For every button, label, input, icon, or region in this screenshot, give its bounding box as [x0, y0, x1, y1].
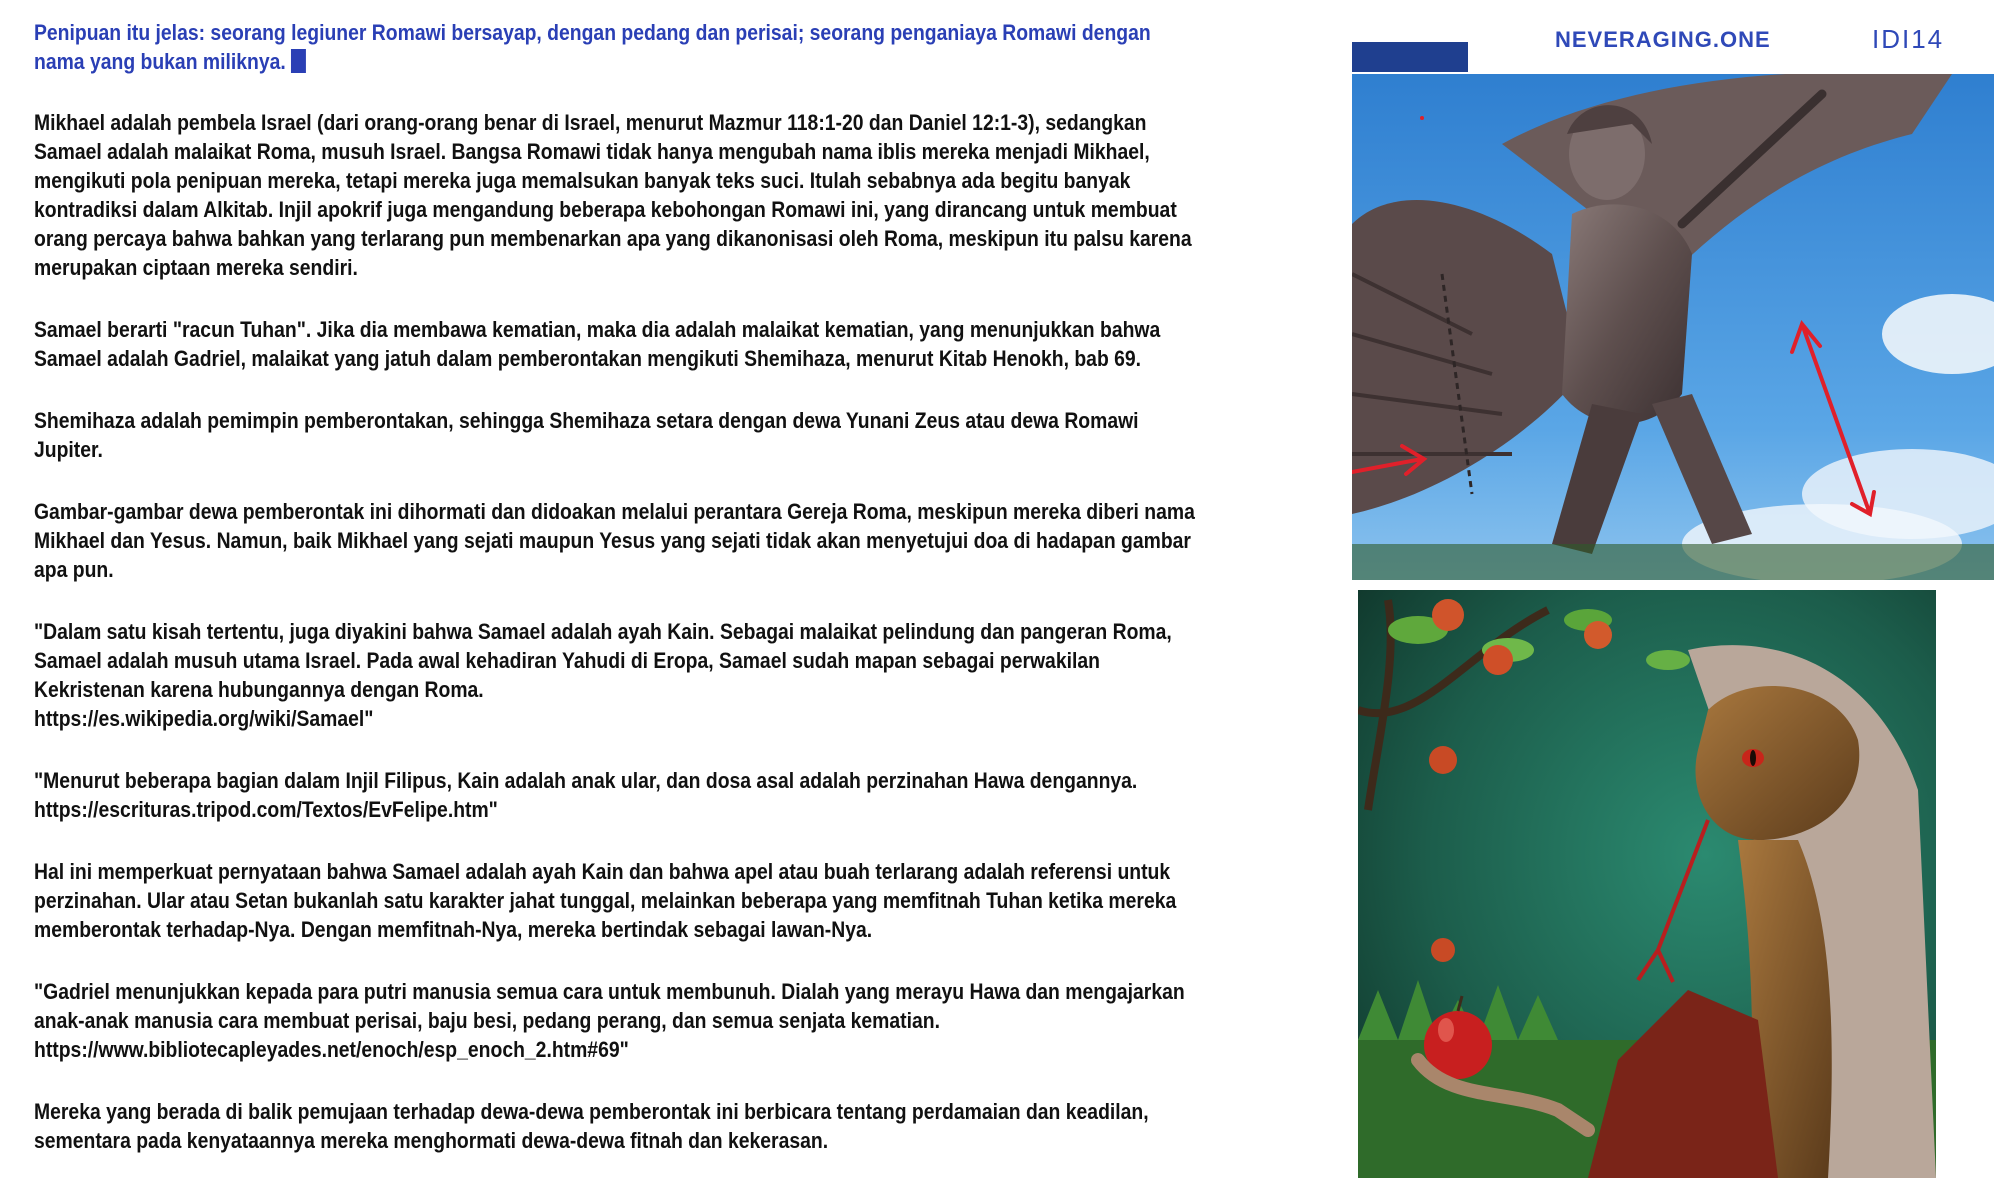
- paragraph-line: mengikuti pola penipuan mereka, tetapi mereka juga memalsukan banyak teks suci. Itulah sebabnya ada begitu banyak: [34, 168, 1131, 193]
- text-cursor: [291, 49, 306, 73]
- paragraph-link: https://www.bibliotecapleyades.net/enoch/esp_enoch_2.htm#69": [34, 1037, 629, 1062]
- paragraph-line: "Gadriel menunjukkan kepada para putri manusia semua cara untuk membunuh. Dialah yang merayu Hawa dan mengajarkan: [34, 979, 1185, 1004]
- serpent-with-apple-image: [1358, 590, 1936, 1178]
- paragraph-line: perzinahan. Ular atau Setan bukanlah satu karakter jahat tunggal, melainkan beberapa yang memfitnah Tuhan ketika mereka: [34, 888, 1177, 913]
- leaf: [1646, 650, 1690, 670]
- intro-highlight: [34, 18, 1334, 76]
- ground: [1352, 544, 1994, 580]
- paragraph-line: Mikhael adalah pembela Israel (dari orang-orang benar di Israel, menurut Mazmur 118:1-20 dan Daniel 12:1-3), sedangkan: [34, 110, 1147, 135]
- apple-highlight: [1438, 1018, 1454, 1042]
- site-brand: NEVERAGING.ONE: [1555, 27, 1771, 52]
- paragraph: [34, 766, 1334, 824]
- paragraph-link: https://es.wikipedia.org/wiki/Samael": [34, 706, 374, 731]
- paragraph-line: merupakan ciptaan mereka sendiri.: [34, 255, 358, 280]
- article-body: [34, 18, 1334, 1188]
- fruit: [1432, 599, 1464, 631]
- paragraph-line: Kekristenan karena hubungannya dengan Roma.: [34, 677, 484, 702]
- paragraph-line: Jupiter.: [34, 437, 103, 462]
- paragraph: [34, 108, 1334, 282]
- paragraph-line: memberontak terhadap-Nya. Dengan memfitnah-Nya, mereka bertindak sebagai lawan-Nya.: [34, 917, 873, 942]
- paragraph-line: Hal ini memperkuat pernyataan bahwa Samael adalah ayah Kain dan bahwa apel atau buah terlarang adalah referensi untuk: [34, 859, 1171, 884]
- paragraph-line: Samael adalah Gadriel, malaikat yang jatuh dalam pemberontakan mengikuti Shemihaza, menurut Kitab Henokh, bab 69.: [34, 346, 1142, 371]
- paragraph-line: sementara pada kenyataannya mereka menghormati dewa-dewa fitnah dan kekerasan.: [34, 1128, 829, 1153]
- paragraph: [34, 406, 1334, 464]
- serpent-illustration: [1358, 590, 1936, 1178]
- fruit: [1431, 938, 1455, 962]
- paragraph-line: orang percaya bahwa bahkan yang terlarang pun membenarkan apa yang dikanonisasi oleh Roma, meskipun itu palsu karena: [34, 226, 1192, 251]
- paragraph-line: Samael adalah malaikat Roma, musuh Israel. Bangsa Romawi tidak hanya mengubah nama iblis mereka menjadi Mikhael,: [34, 139, 1150, 164]
- red-dot: [1420, 116, 1424, 120]
- torso: [1562, 204, 1692, 424]
- winged-angel-statue-image: [1352, 74, 1994, 580]
- paragraph: [34, 617, 1334, 733]
- serpent-pupil: [1750, 750, 1756, 766]
- page-code: IDI14: [1872, 24, 1945, 54]
- fruit: [1429, 746, 1457, 774]
- paragraph-line: Shemihaza adalah pemimpin pemberontakan, sehingga Shemihaza setara dengan dewa Yunani Zeus atau dewa Romawi: [34, 408, 1139, 433]
- paragraph: [34, 315, 1334, 373]
- intro-line: Penipuan itu jelas: seorang legiuner Romawi bersayap, dengan pedang dan perisai; seorang penganiaya Romawi dengan: [34, 20, 1151, 45]
- intro-line: nama yang bukan miliknya.: [34, 49, 286, 74]
- fruit: [1584, 621, 1612, 649]
- paragraph-line: apa pun.: [34, 557, 114, 582]
- paragraph-line: Mikhael dan Yesus. Namun, baik Mikhael yang sejati maupun Yesus yang sejati tidak akan menyetujui doa di hadapan gambar: [34, 528, 1191, 553]
- paragraph-line: Samael berarti "racun Tuhan". Jika dia membawa kematian, maka dia adalah malaikat kematian, yang menunjukkan bahwa: [34, 317, 1161, 342]
- paragraph: [34, 1097, 1334, 1155]
- fruit: [1483, 645, 1513, 675]
- paragraph-line: kontradiksi dalam Alkitab. Injil apokrif juga mengandung beberapa kebohongan Romawi ini, yang dirancang untuk membuat: [34, 197, 1177, 222]
- paragraph: [34, 497, 1334, 584]
- paragraph-line: Gambar-gambar dewa pemberontak ini dihormati dan didoakan melalui perantara Gereja Roma, meskipun mereka diberi nama: [34, 499, 1195, 524]
- paragraph: [34, 857, 1334, 944]
- decorative-bar: [1352, 42, 1468, 72]
- paragraph-line: "Dalam satu kisah tertentu, juga diyakini bahwa Samael adalah ayah Kain. Sebagai malaikat pelindung dan pangeran Roma,: [34, 619, 1172, 644]
- paragraph-line: Mereka yang berada di balik pemujaan terhadap dewa-dewa pemberontak ini berbicara tentang perdamaian dan keadilan,: [34, 1099, 1149, 1124]
- paragraph: [34, 977, 1334, 1064]
- paragraph-line: Samael adalah musuh utama Israel. Pada awal kehadiran Yahudi di Eropa, Samael sudah mapan sebagai perwakilan: [34, 648, 1100, 673]
- paragraph-line: "Menurut beberapa bagian dalam Injil Filipus, Kain adalah anak ular, dan dosa asal adalah perzinahan Hawa dengannya.: [34, 768, 1138, 793]
- paragraph-line: anak-anak manusia cara membuat perisai, baju besi, pedang perang, dan semua senjata kematian.: [34, 1008, 940, 1033]
- paragraph-link: https://escrituras.tripod.com/Textos/EvFelipe.htm": [34, 797, 498, 822]
- statue-illustration: [1352, 74, 1994, 580]
